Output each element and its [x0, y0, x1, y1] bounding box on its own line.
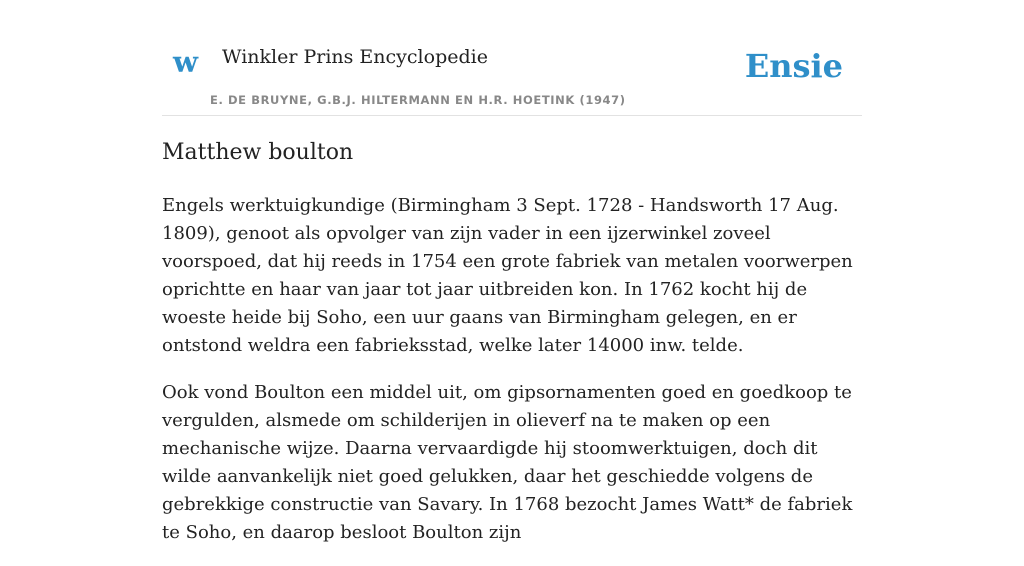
- article-title: Matthew boulton: [162, 140, 354, 165]
- site-header: [162, 38, 862, 116]
- article-paragraph: Engels werktuigkundige (Birmingham 3 Sept. 1728 - Handsworth 17 Aug. 1809), genoot als opvolger van zijn vader in een ijzerwinkel zoveel voorspoed, dat hij reeds in 1754 een grote fabriek van metalen voorwerpen oprichtte en haar van jaar tot jaar uitbreiden kon. In 1762 kocht hij de woeste heide bij Soho, een uur gaans van Birmingham gelegen, en er ontstond weldra een fabrieksstad, welke later 14000 inw. telde.: [162, 195, 853, 356]
- ensie-brand-logo[interactable]: Ensie: [744, 47, 843, 85]
- article-paragraph: Ook vond Boulton een middel uit, om gipsornamenten goed en goedkoop te vergulden, alsmede om schilderijen in olieverf na te maken op een mechanische wijze. Daarna vervaardigde hij stoomwerktuigen, doch dit wilde aanvankelijk niet goed gelukken, daar het geschiedde volgens de gebrekkige constructie van Savary. In 1768 bezocht James Watt* de fabriek te Soho, en daarop besloot Boulton zijn: [162, 382, 853, 543]
- site-title[interactable]: Winkler Prins Encyclopedie: [222, 46, 488, 68]
- article-body: [162, 192, 862, 566]
- site-logo-icon[interactable]: w: [173, 45, 198, 79]
- authors-line: E. DE BRUYNE, G.B.J. HILTERMANN EN H.R. HOETINK (1947): [210, 93, 626, 107]
